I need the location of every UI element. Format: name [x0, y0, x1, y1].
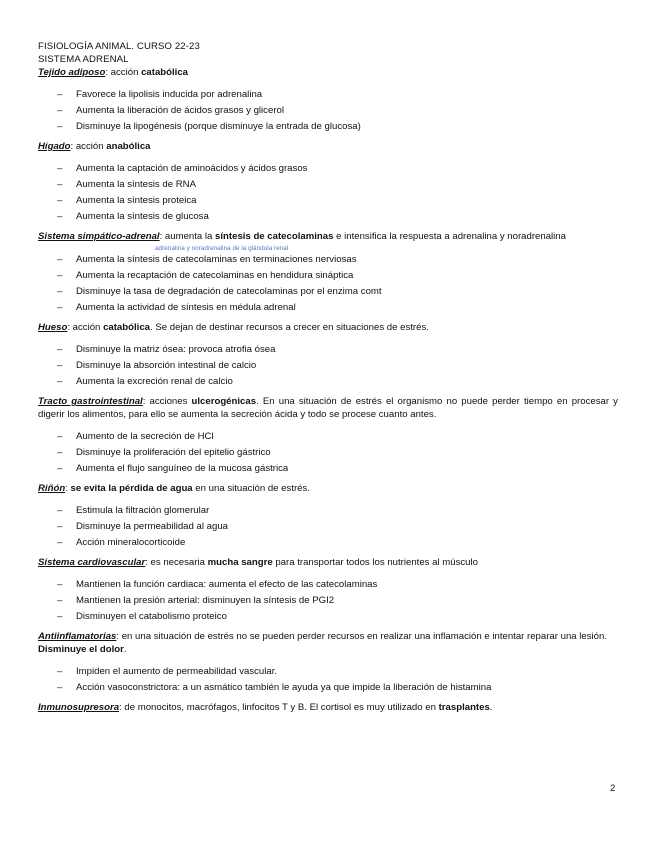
list-item: – Impiden el aumento de permeabilidad vascular.: [57, 666, 278, 677]
section-heading: Sistema cardiovascular: es necesaria mucha sangre para transportar todos los nutrientes al músculo: [38, 557, 478, 568]
section-title: Tejido adiposo: [38, 67, 106, 78]
section-hueso: [38, 321, 618, 388]
list-item: – Favorece la lipolisis inducida por adrenalina: [57, 89, 263, 100]
section-title: Antiinflamatorias: [38, 631, 117, 642]
section-keyword: síntesis de catecolaminas: [215, 231, 334, 242]
section-keyword: trasplantes: [438, 702, 490, 713]
list-item: – Disminuye la proliferación del epitelio gástrico: [57, 447, 271, 458]
section-keyword: Disminuye el dolor: [38, 644, 124, 655]
list-item: – Disminuye la permeabilidad al agua: [57, 521, 228, 532]
section-heading: Sistema simpático-adrenal: aumenta la síntesis de catecolaminas e intensifica la respuesta a adrenalina y noradrenalina: [38, 231, 566, 242]
section-title: Sistema simpático-adrenal: [38, 231, 160, 242]
list-item: – Aumenta la captación de aminoácidos y ácidos grasos: [57, 163, 308, 174]
list-item: – Aumento de la secreción de HCl: [57, 431, 214, 442]
list-item: – Acción vasoconstrictora: a un asmático también le ayuda ya que impide la liberación de histamina: [57, 682, 492, 693]
section-title: Inmunosupresora: [38, 702, 120, 713]
page-number: 2: [610, 783, 616, 794]
bullet-list: [38, 162, 618, 223]
section-higado: [38, 140, 618, 223]
section-keyword: anabólica: [106, 141, 151, 152]
section-tejido-adiposo: [38, 66, 618, 133]
section-antiinflamatorias: [38, 630, 618, 694]
list-item: – Mantienen la función cardiaca: aumenta el efecto de las catecolaminas: [57, 579, 378, 590]
section-inmunosupresora: [38, 701, 618, 714]
section-tracto-gastrointestinal: [38, 395, 618, 475]
section-heading: Riñón: se evita la pérdida de agua en una situación de estrés.: [38, 483, 310, 494]
bullet-list: [38, 253, 618, 314]
list-item: – Aumenta la síntesis de glucosa: [57, 211, 209, 222]
handwritten-annotation: adrenalina y noradrenalina de la glándula renal: [155, 245, 289, 252]
section-heading: Tracto gastrointestinal: acciones ulcerogénicas. En una situación de estrés el organismo no puede perder tiempo en procesar y digerir los alimentos, para ello se aumenta la secreción ácida y todo se procese cuanto antes.: [38, 396, 618, 420]
bullet-list: [38, 343, 618, 388]
topic-header: SISTEMA ADRENAL: [38, 54, 129, 65]
section-sistema-simpatico: [38, 230, 618, 314]
list-item: – Aumenta la síntesis proteica: [57, 195, 197, 206]
section-title: Hígado: [38, 141, 71, 152]
section-title: Hueso: [38, 322, 68, 333]
list-item: – Aumenta la recaptación de catecolaminas en hendidura sináptica: [57, 270, 354, 281]
list-item: – Aumenta la actividad de síntesis en médula adrenal: [57, 302, 296, 313]
course-header: FISIOLOGÍA ANIMAL. CURSO 22-23: [38, 41, 200, 52]
section-title: Riñón: [38, 483, 66, 494]
section-heading: Tejido adiposo: acción catabólica: [38, 67, 189, 78]
section-keyword: catabólica: [141, 67, 189, 78]
list-item: – Estimula la filtración glomerular: [57, 505, 210, 516]
list-item: – Acción mineralocorticoide: [57, 537, 186, 548]
section-keyword: se evita la pérdida de agua: [70, 483, 193, 494]
section-keyword: ulcerogénicas: [191, 396, 257, 407]
section-heading: Hueso: acción catabólica. Se dejan de destinar recursos a crecer en situaciones de estrés.: [38, 322, 429, 333]
list-item: – Disminuyen el catabolismo proteico: [57, 611, 227, 622]
section-heading: Inmunosupresora: de monocitos, macrófagos, linfocitos T y B. El cortisol es muy utilizado en trasplantes.: [38, 702, 493, 713]
list-item: – Disminuye la absorción intestinal de calcio: [57, 360, 257, 371]
list-item: – Aumenta la síntesis de catecolaminas en terminaciones nerviosas: [57, 254, 357, 265]
bullet-list: [38, 578, 618, 623]
section-heading: Hígado: acción anabólica: [38, 141, 151, 152]
bullet-list: [38, 504, 618, 549]
section-sistema-cardiovascular: [38, 556, 618, 623]
list-item: – Mantienen la presión arterial: disminuyen la síntesis de PGI2: [57, 595, 335, 606]
section-keyword: catabólica: [103, 322, 150, 333]
section-title: Sistema cardiovascular: [38, 557, 146, 568]
list-item: – Disminuye la matriz ósea: provoca atrofia ósea: [57, 344, 276, 355]
list-item: – Disminuye la tasa de degradación de catecolaminas por el enzima comt: [57, 286, 382, 297]
list-item: – Disminuye la lipogénesis (porque disminuye la entrada de glucosa): [57, 121, 361, 132]
document-page: [38, 40, 618, 714]
section-heading: Antiinflamatorias: en una situación de estrés no se pueden perder recursos en realizar una inflamación e intentar reparar una lesión. Disminuye el dolor.: [38, 631, 608, 655]
bullet-list: [38, 430, 618, 475]
list-item: – Aumenta el flujo sanguíneo de la mucosa gástrica: [57, 463, 289, 474]
list-item: – Aumenta la liberación de ácidos grasos y glicerol: [57, 105, 284, 116]
section-title: Tracto gastrointestinal: [38, 396, 143, 407]
section-keyword: mucha sangre: [207, 557, 273, 568]
list-item: – Aumenta la síntesis de RNA: [57, 179, 196, 190]
bullet-list: [38, 665, 618, 694]
list-item: – Aumenta la excreción renal de calcio: [57, 376, 233, 387]
bullet-list: [38, 88, 618, 133]
section-rinon: [38, 482, 618, 549]
